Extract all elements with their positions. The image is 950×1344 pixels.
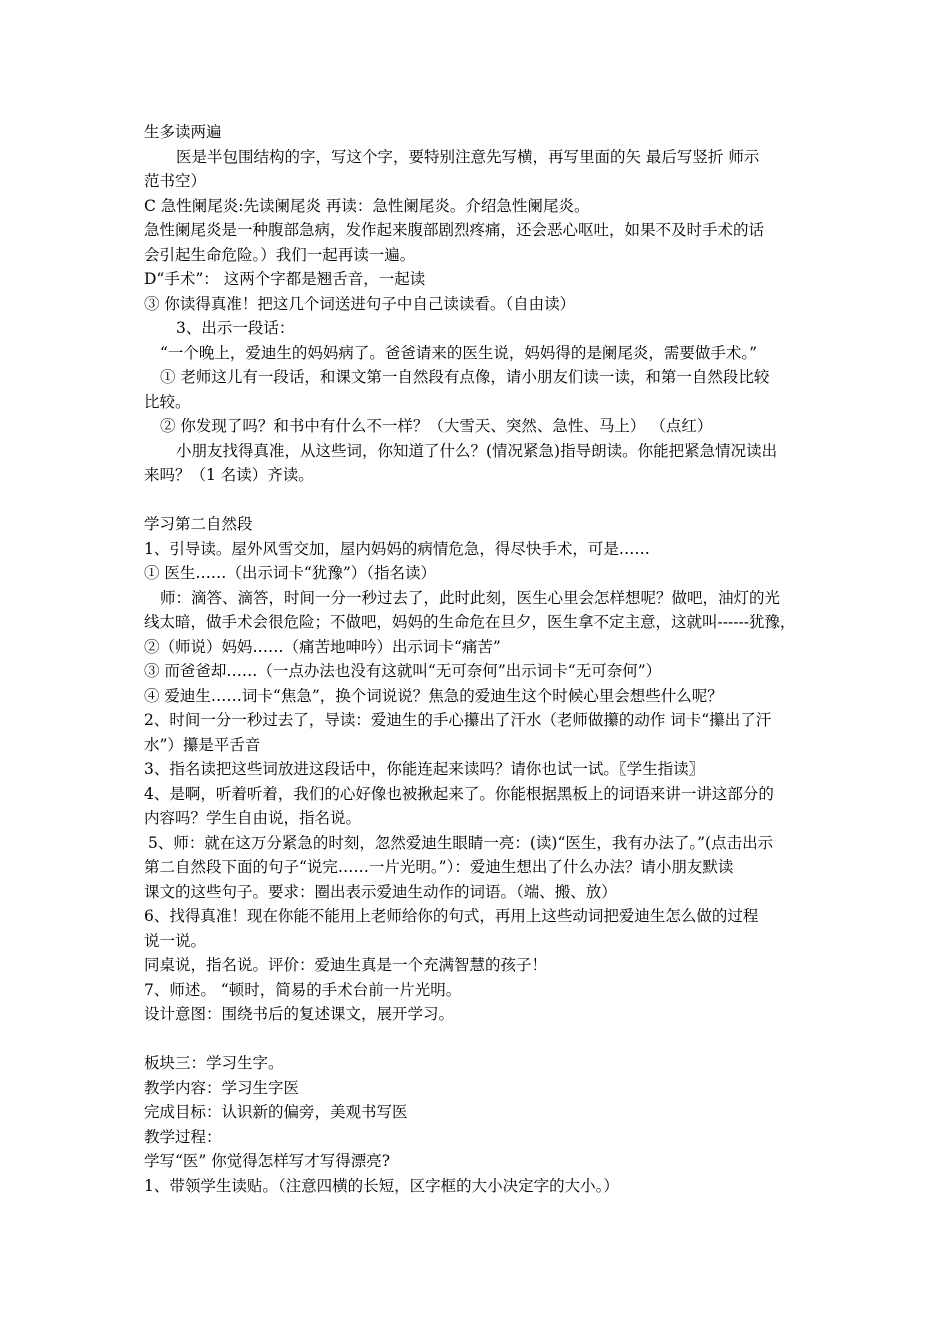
text-line: 范书空） — [144, 172, 207, 190]
text-line: 1、带领学生读贴。（注意四横的长短，区字框的大小决定字的大小。） — [144, 1176, 619, 1195]
text-line: C 急性阑尾炎:先读阑尾炎 再读：急性阑尾炎。介绍急性阑尾炎。 — [144, 196, 590, 215]
text-line: 医是半包围结构的字，写这个字，要特别注意先写横，再写里面的矢 最后写竖折 师示 — [176, 147, 760, 166]
text-line: ③ 你读得真准！把这几个词送进句子中自己读读看。（自由读） — [144, 294, 576, 313]
text-line: 第二自然段下面的句子“说完……一片光明。”）：爱迪生想出了什么办法？请小朋友默读 — [144, 858, 734, 876]
text-line: ② 你发现了吗？和书中有什么不一样？（大雪天、突然、急性、马上） （点红） — [160, 417, 713, 435]
text-line: 急性阑尾炎是一种腹部急病，发作起来腹部剧烈疼痛，还会恶心呕吐，如果不及时手术的话 — [144, 221, 765, 239]
text-line: 教学内容：学习生字医 — [144, 1078, 300, 1097]
text-line: 生多读两遍 — [144, 123, 222, 141]
text-line: 7、师述。 “顿时，简易的手术台前一片光明。 — [144, 980, 462, 999]
text-line: 小朋友找得真准，从这些词，你知道了什么？(情况紧急)指导朗读。你能把紧急情况读出 — [176, 441, 778, 460]
text-line: ②（师说）妈妈……（痛苦地呻吟）出示词卡“痛苦” — [144, 637, 501, 656]
text-line: 线太暗，做手术会很危险；不做吧，妈妈的生命危在旦夕，医生拿不定主意，这就叫------犹豫， — [144, 613, 796, 631]
text-line: 内容吗？学生自由说，指名说。 — [144, 809, 362, 827]
section-heading: 板块三：学习生字。 — [144, 1054, 284, 1072]
blank-line — [144, 1027, 812, 1052]
text-line: D“手术”： 这两个字都是翘舌音，一起读 — [144, 270, 426, 288]
text-line: 水”）攥是平舌音 — [144, 735, 261, 754]
text-line: 师：滴答、滴答，时间一分一秒过去了，此时此刻，医生心里会怎样想呢？做吧，油灯的光 — [160, 588, 781, 607]
text-line: 3、出示一段话： — [176, 319, 295, 337]
blank-line — [144, 488, 812, 513]
document-page — [144, 120, 812, 1198]
text-line: 6、找得真准！现在你能不能用上老师给你的句式，再用上这些动词把爱迪生怎么做的过程 — [144, 907, 759, 925]
text-line: 5、师：就在这万分紧急的时刻，忽然爱迪生眼睛一亮：(读)“医生，我有办法了。”(点击出示 — [148, 833, 774, 852]
text-line: 来吗？（1 名读）齐读。 — [144, 466, 314, 484]
text-line: 学写“医” 你觉得怎样写才写得漂亮? — [144, 1152, 391, 1170]
text-line: 课文的这些句子。要求：圈出表示爱迪生动作的词语。（端、搬、放） — [144, 882, 617, 901]
text-line: 会引起生命危险。）我们一起再读一遍。 — [144, 245, 416, 264]
text-line: “一个晚上，爱迪生的妈妈病了。爸爸请来的医生说，妈妈得的是阑尾炎，需要做手术。” — [160, 343, 758, 362]
text-line: ① 医生……（出示词卡“犹豫”）（指名读） — [144, 564, 437, 582]
text-line: 说一说。 — [144, 931, 207, 950]
text-line: 同桌说，指名说。评价：爱迪生真是一个充满智慧的孩子！ — [144, 956, 548, 974]
text-line: 1、引导读。屋外风雪交加，屋内妈妈的病情危急，得尽快手术，可是…… — [144, 539, 650, 558]
text-line: ③ 而爸爸却……（一点办法也没有这就叫“无可奈何”出示词卡“无可奈何”） — [144, 662, 662, 680]
section-heading: 学习第二自然段 — [144, 515, 253, 533]
text-line: ④ 爱迪生……词卡“焦急”，换个词说说？焦急的爱迪生这个时候心里会想些什么呢？ — [144, 686, 723, 705]
text-line: ① 老师这儿有一段话，和课文第一自然段有点像，请小朋友们读一读，和第一自然段比较 — [160, 368, 770, 386]
text-line: 完成目标：认识新的偏旁，美观书写医 — [144, 1103, 408, 1121]
text-line: 4、是啊，听着听着，我们的心好像也被揪起来了。你能根据黑板上的词语来讲一讲这部分的 — [144, 784, 774, 803]
text-line: 教学过程： — [144, 1127, 222, 1146]
text-line: 设计意图：围绕书后的复述课文，展开学习。 — [144, 1005, 455, 1023]
text-line: 2、时间一分一秒过去了，导读：爱迪生的手心攥出了汗水（老师做攥的动作 词卡“攥出了汗 — [144, 711, 772, 729]
text-line: 比较。 — [144, 392, 191, 411]
text-line: 3、指名读把这些词放进这段话中，你能连起来读吗？请你也试一试。〖学生指读〗 — [144, 760, 705, 778]
